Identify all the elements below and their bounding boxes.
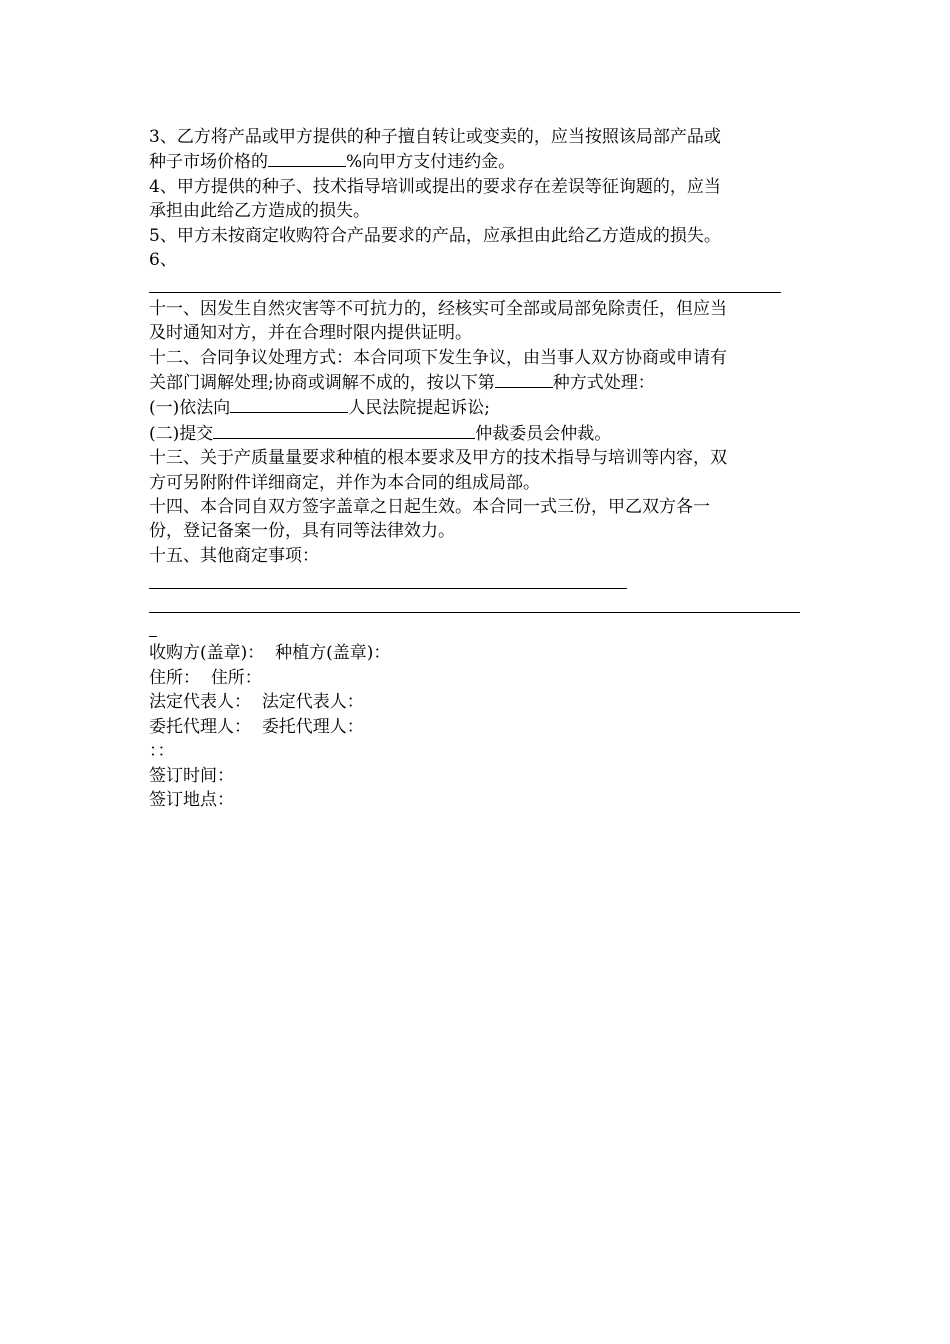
buyer-agent-label: 委托代理人： [149,716,251,737]
contract-page [149,125,801,812]
grower-seal-label: 种植方(盖章)： [275,643,391,664]
option-1-text-pre: (一)依法向 [149,398,231,419]
buyer-colon: ： [149,741,158,762]
section-14-line-1: 十四、本合同自双方签字盖章之日起生效。本合同一式三份，甲乙双方各一 [149,497,710,518]
section-14-line-2: 份，登记备案一份，具有同等法律效力。 [149,521,455,542]
clause-3-line-1: 3、乙方将产品或甲方提供的种子擅自转让或变卖的，应当按照该局部产品或 [149,127,721,147]
buyer-address-label: 住所： [149,667,200,688]
other-matters-line-2 [149,593,801,617]
section-12-line-1: 十二、合同争议处理方式：本合同项下发生争议，由当事人双方协商或申请有 [149,347,727,368]
address-line [149,666,801,690]
option-1-text-post: 人民法院提起诉讼; [348,398,490,419]
sign-place: 签订地点： [149,789,234,810]
colon-line [149,739,801,763]
section-12-text-post: 种方式处理： [552,373,655,394]
clause-4-line-1: 4、甲方提供的种子、技术指导培训或提出的要求存在差误等征询题的，应当 [149,176,721,197]
option-2 [149,421,801,446]
option-1 [149,395,801,420]
legal-rep-line [149,690,801,714]
clause-3-text-post: %向甲方支付违约金。 [346,152,516,173]
buyer-seal-label: 收购方(盖章)： [149,643,265,664]
dispute-option-blank [495,370,553,388]
seal-line [149,641,801,665]
clause-3-text-pre: 种子市场价格的 [149,152,268,173]
grower-address-label: 住所： [210,667,262,688]
section-12-line-2 [149,370,801,395]
grower-agent-label: 委托代理人： [261,716,364,737]
arbitration-name-blank [213,421,475,439]
section-11-line-2: 及时通知对方，并在合理时限内提供证明。 [149,323,472,344]
section-15: 十五、其他商定事项： [149,545,319,566]
court-name-blank [230,395,348,413]
agent-line [149,715,801,739]
grower-legal-rep-label: 法定代表人： [261,692,364,713]
clause-6-fill-line [149,272,801,296]
grower-colon: ： [157,741,175,762]
penalty-percent-blank [268,149,346,167]
sign-time: 签订时间： [149,765,234,786]
other-matters-line-3 [149,617,801,641]
clause-6: 6、 [149,250,177,271]
option-2-text-pre: (二)提交 [149,423,214,444]
clause-5: 5、甲方未按商定收购符合产品要求的产品，应承担由此给乙方造成的损失。 [149,225,721,246]
section-13-line-2: 方可另附附件详细商定，并作为本合同的组成局部。 [149,472,540,493]
clause-3-line-2 [149,149,801,174]
section-12-text-pre: 关部门调解处理;协商或调解不成的，按以下第 [149,373,495,394]
buyer-legal-rep-label: 法定代表人： [149,692,251,713]
clause-4-line-2: 承担由此给乙方造成的损失。 [149,201,370,222]
option-2-text-post: 仲裁委员会仲裁。 [475,423,612,444]
section-13-line-1: 十三、关于产质量量要求种植的根本要求及甲方的技术指导与培训等内容，双 [149,448,727,469]
section-11-line-1: 十一、因发生自然灾害等不可抗力的，经核实可全部或局部免除责任，但应当 [149,298,727,319]
other-matters-line-1 [149,568,801,592]
